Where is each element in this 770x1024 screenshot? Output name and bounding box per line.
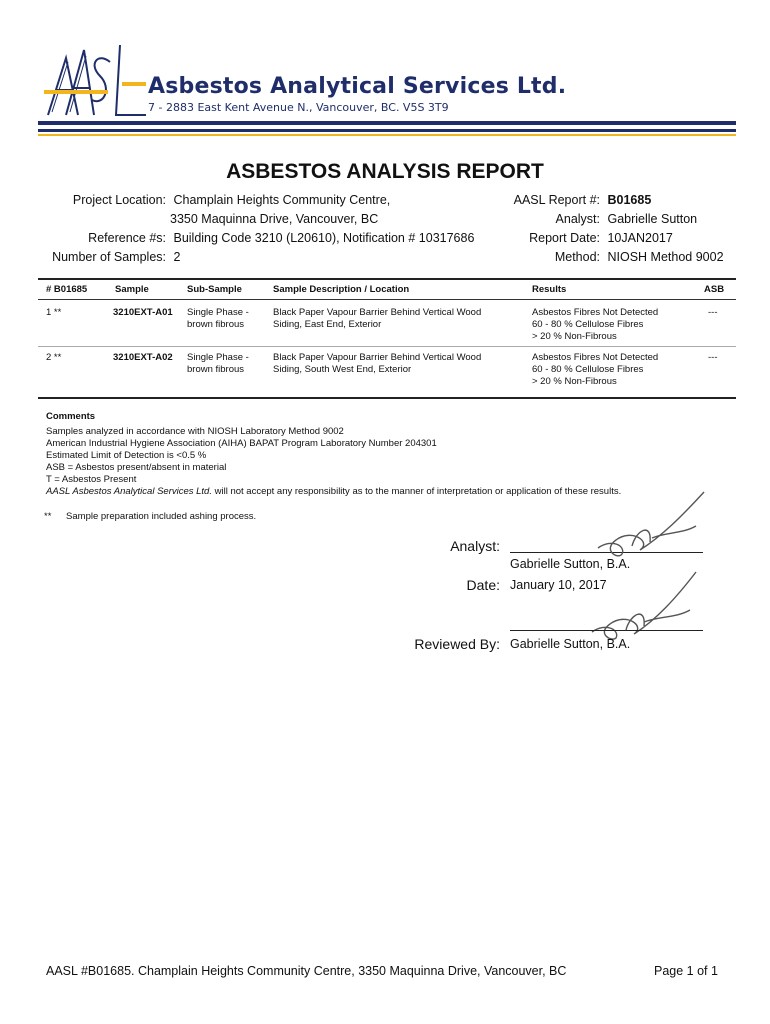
- analyst-name: Gabrielle Sutton, B.A.: [510, 557, 631, 571]
- description-line: Siding, South West End, Exterior: [273, 364, 412, 375]
- subsample-line: Single Phase -: [187, 307, 249, 318]
- subsample-line: brown fibrous: [187, 319, 245, 330]
- column-header-number: # B01685: [46, 284, 88, 295]
- column-header-results: Results: [532, 284, 567, 295]
- subsample: [187, 307, 249, 331]
- comment-line: Samples analyzed in accordance with NIOSH Laboratory Method 9002: [46, 426, 344, 437]
- footer-reference: AASL #B01685. Champlain Heights Community Centre, 3350 Maquinna Drive, Vancouver, BC: [46, 964, 567, 978]
- company-logo: [38, 40, 148, 125]
- row-number: 2 **: [46, 352, 62, 363]
- analyst-label: Analyst:: [555, 212, 600, 226]
- report-date: [488, 231, 673, 245]
- samples-value: 2: [173, 250, 181, 264]
- company-name: Asbestos Analytical Services Ltd.: [148, 74, 567, 99]
- report-number-value: B01685: [607, 193, 652, 207]
- disclaimer: [46, 486, 621, 497]
- company-address: 7 - 2883 East Kent Avenue N., Vancouver, BC. V5S 3T9: [148, 101, 449, 114]
- comment-line: American Industrial Hygiene Association (AIHA) BAPAT Program Laboratory Number 204301: [46, 438, 437, 449]
- reference-label: Reference #s:: [88, 231, 166, 245]
- project-location-line2: 3350 Maquinna Drive, Vancouver, BC: [170, 212, 379, 226]
- description-line: Black Paper Vapour Barrier Behind Vertical Wood: [273, 352, 482, 363]
- method-value: NIOSH Method 9002: [607, 250, 724, 264]
- reviewed-by-label: Reviewed By:: [414, 636, 500, 652]
- table-bottom-border: [38, 397, 736, 399]
- results: [532, 307, 658, 343]
- column-header-asb: ASB: [704, 284, 725, 295]
- reviewer-signature-line: [510, 630, 703, 631]
- header-divider: [38, 121, 736, 125]
- report-title: ASBESTOS ANALYSIS REPORT: [226, 160, 544, 183]
- subsample: [187, 352, 249, 376]
- method: [488, 250, 724, 264]
- analyst: [488, 212, 697, 226]
- comments-title: Comments: [46, 411, 96, 422]
- asb-value: ---: [708, 307, 718, 318]
- sample-id: 3210EXT-A02: [113, 352, 173, 363]
- note-marker: **: [44, 511, 52, 522]
- disclaimer-text: will not accept any responsibility as to the manner of interpretation or application of these results.: [211, 486, 622, 497]
- reviewer-name: Gabrielle Sutton, B.A.: [510, 637, 631, 651]
- number-of-samples: [0, 250, 180, 264]
- report-date-label: Report Date:: [529, 231, 600, 245]
- report-date-value: 10JAN2017: [607, 231, 673, 245]
- note-text: Sample preparation included ashing process.: [66, 511, 257, 522]
- preparation-note: [44, 511, 256, 522]
- report-number: [488, 193, 651, 207]
- method-label: Method:: [554, 250, 600, 264]
- comment-line: Estimated Limit of Detection is <0.5 %: [46, 450, 207, 461]
- description-line: Siding, East End, Exterior: [273, 319, 382, 330]
- comment-line: ASB = Asbestos present/absent in material: [46, 462, 227, 473]
- signoff-date: January 10, 2017: [510, 578, 607, 592]
- analyst-value: Gabrielle Sutton: [607, 212, 698, 226]
- disclaimer-company: AASL Asbestos Analytical Services Ltd.: [46, 486, 212, 497]
- result-line: > 20 % Non-Fibrous: [532, 331, 617, 342]
- header-divider: [38, 129, 736, 132]
- description-line: Black Paper Vapour Barrier Behind Vertical Wood: [273, 307, 482, 318]
- project-location-label: Project Location:: [72, 193, 166, 207]
- subsample-line: brown fibrous: [187, 364, 245, 375]
- results: [532, 352, 658, 388]
- project-location-value: Champlain Heights Community Centre,: [173, 193, 391, 207]
- samples-label: Number of Samples:: [52, 250, 166, 264]
- reviewer-signature: [586, 570, 706, 642]
- row-divider: [38, 346, 736, 347]
- row-number: 1 **: [46, 307, 62, 318]
- page-number: Page 1 of 1: [654, 964, 718, 978]
- column-header-sample: Sample: [115, 284, 149, 295]
- report-number-label: AASL Report #:: [513, 193, 600, 207]
- result-line: > 20 % Non-Fibrous: [532, 376, 617, 387]
- date-label: Date:: [466, 577, 500, 593]
- result-line: Asbestos Fibres Not Detected: [532, 307, 659, 318]
- sample-description: [273, 352, 481, 376]
- table-top-border: [38, 278, 736, 280]
- column-header-description: Sample Description / Location: [273, 284, 410, 295]
- asb-value: ---: [708, 352, 718, 363]
- project-location: [0, 193, 390, 207]
- reference-numbers: [0, 231, 474, 245]
- reference-value: Building Code 3210 (L20610), Notification # 10317686: [173, 231, 475, 245]
- subsample-line: Single Phase -: [187, 352, 249, 363]
- sample-description: [273, 307, 481, 331]
- result-line: Asbestos Fibres Not Detected: [532, 352, 659, 363]
- analyst-signature: [592, 488, 712, 560]
- sample-id: 3210EXT-A01: [113, 307, 173, 318]
- header-accent-divider: [38, 134, 736, 136]
- result-line: 60 - 80 % Cellulose Fibres: [532, 364, 644, 375]
- column-header-subsample: Sub-Sample: [187, 284, 242, 295]
- comment-line: T = Asbestos Present: [46, 474, 137, 485]
- result-line: 60 - 80 % Cellulose Fibres: [532, 319, 644, 330]
- table-header-divider: [38, 299, 736, 300]
- analyst-signature-label: Analyst:: [450, 538, 500, 554]
